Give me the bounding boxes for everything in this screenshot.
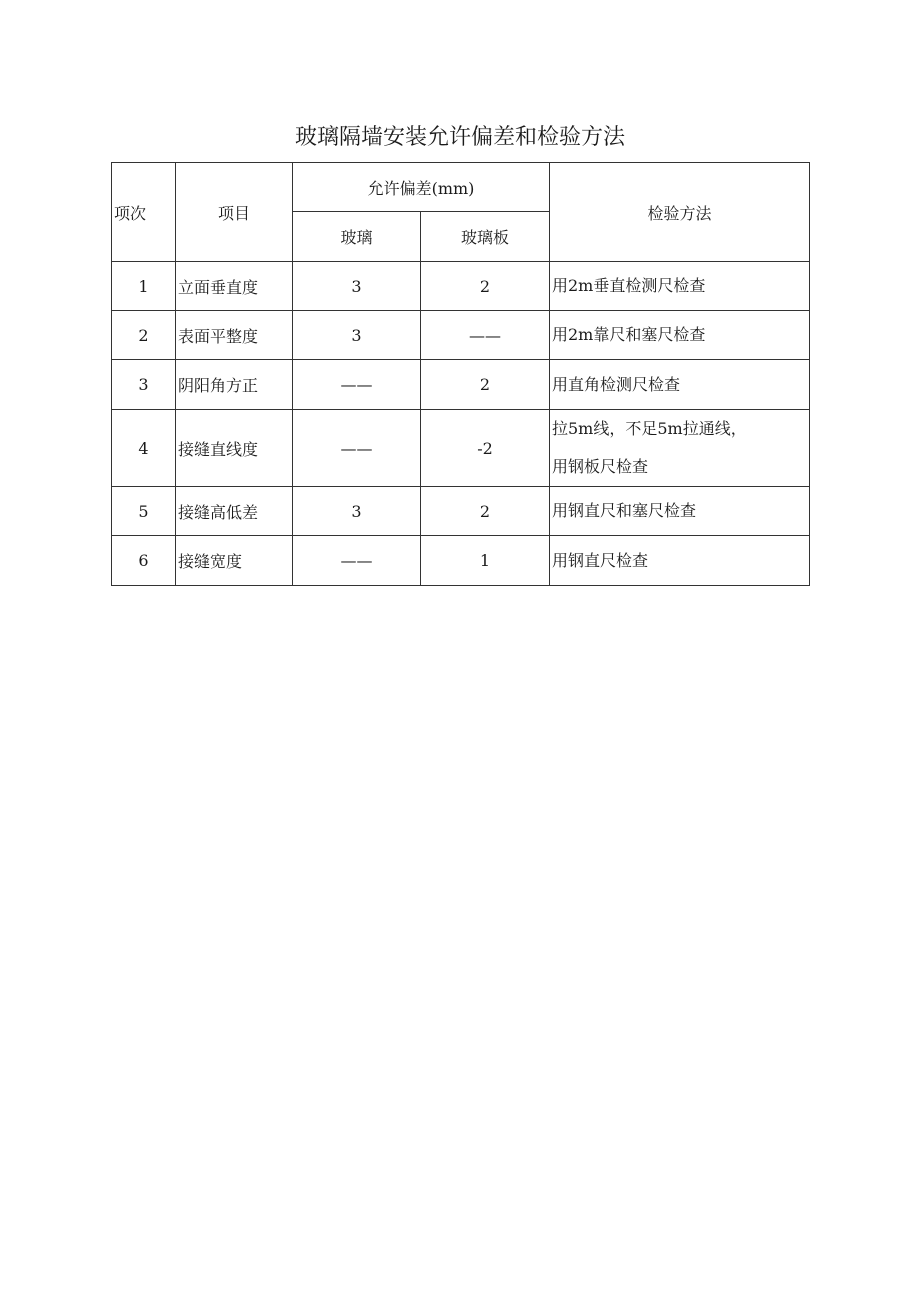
header-tolerance: 允许偏差(mm) bbox=[293, 163, 550, 212]
row-index-cell: 2 bbox=[112, 311, 176, 360]
row-index-cell: 3 bbox=[112, 360, 176, 410]
row-item-cell: 接缝直线度 bbox=[176, 410, 293, 487]
row-glass-board-cell: 1 bbox=[421, 536, 550, 586]
tolerance-table bbox=[111, 162, 810, 586]
row-glass-board-cell: 2 bbox=[421, 262, 550, 311]
header-index: 项次 bbox=[112, 163, 176, 262]
row-method-cell bbox=[550, 311, 810, 360]
row-method-cell bbox=[550, 410, 810, 487]
method-line: 用钢直尺检查 bbox=[552, 550, 649, 570]
header-item: 项目 bbox=[176, 163, 293, 262]
row-item-cell: 表面平整度 bbox=[176, 311, 293, 360]
table-row bbox=[112, 360, 810, 410]
row-item-cell: 立面垂直度 bbox=[176, 262, 293, 311]
row-item-cell: 接缝宽度 bbox=[176, 536, 293, 586]
row-glass-board-cell: -2 bbox=[421, 410, 550, 487]
table-row bbox=[112, 262, 810, 311]
row-glass-cell: —— bbox=[293, 536, 421, 586]
table-row bbox=[112, 311, 810, 360]
row-glass-cell: 3 bbox=[293, 262, 421, 311]
method-line: 用钢板尺检查 bbox=[552, 457, 649, 476]
row-item-cell: 阴阳角方正 bbox=[176, 360, 293, 410]
header-glass: 玻璃 bbox=[293, 212, 421, 262]
row-glass-board-cell: 2 bbox=[421, 360, 550, 410]
method-line: 用直角检测尺检查 bbox=[552, 374, 681, 394]
method-line: 用钢直尺和塞尺检查 bbox=[552, 501, 697, 520]
method-line: 拉5m线，不足5m拉通线， bbox=[552, 419, 747, 438]
row-method-cell bbox=[550, 487, 810, 536]
header-method: 检验方法 bbox=[550, 163, 810, 262]
table-body bbox=[112, 262, 810, 586]
row-glass-board-cell: 2 bbox=[421, 487, 550, 536]
table-row bbox=[112, 487, 810, 536]
row-glass-board-cell: —— bbox=[421, 311, 550, 360]
row-method-cell bbox=[550, 360, 810, 410]
header-glass-board: 玻璃板 bbox=[421, 212, 550, 262]
row-index-cell: 6 bbox=[112, 536, 176, 586]
page-title: 玻璃隔墙安装允许偏差和检验方法 bbox=[294, 125, 625, 150]
row-glass-cell: 3 bbox=[293, 311, 421, 360]
row-index-cell: 5 bbox=[112, 487, 176, 536]
row-index-cell: 4 bbox=[112, 410, 176, 487]
row-item-cell: 接缝高低差 bbox=[176, 487, 293, 536]
row-method-cell bbox=[550, 536, 810, 586]
header-row bbox=[112, 163, 810, 212]
row-glass-cell: —— bbox=[293, 410, 421, 487]
row-index-cell: 1 bbox=[112, 262, 176, 311]
method-line: 用2m垂直检测尺检查 bbox=[552, 276, 706, 295]
method-line: 用2m靠尺和塞尺检查 bbox=[552, 325, 706, 344]
table-row bbox=[112, 536, 810, 586]
row-glass-cell: —— bbox=[293, 360, 421, 410]
table-row bbox=[112, 410, 810, 487]
row-glass-cell: 3 bbox=[293, 487, 421, 536]
row-method-cell bbox=[550, 262, 810, 311]
